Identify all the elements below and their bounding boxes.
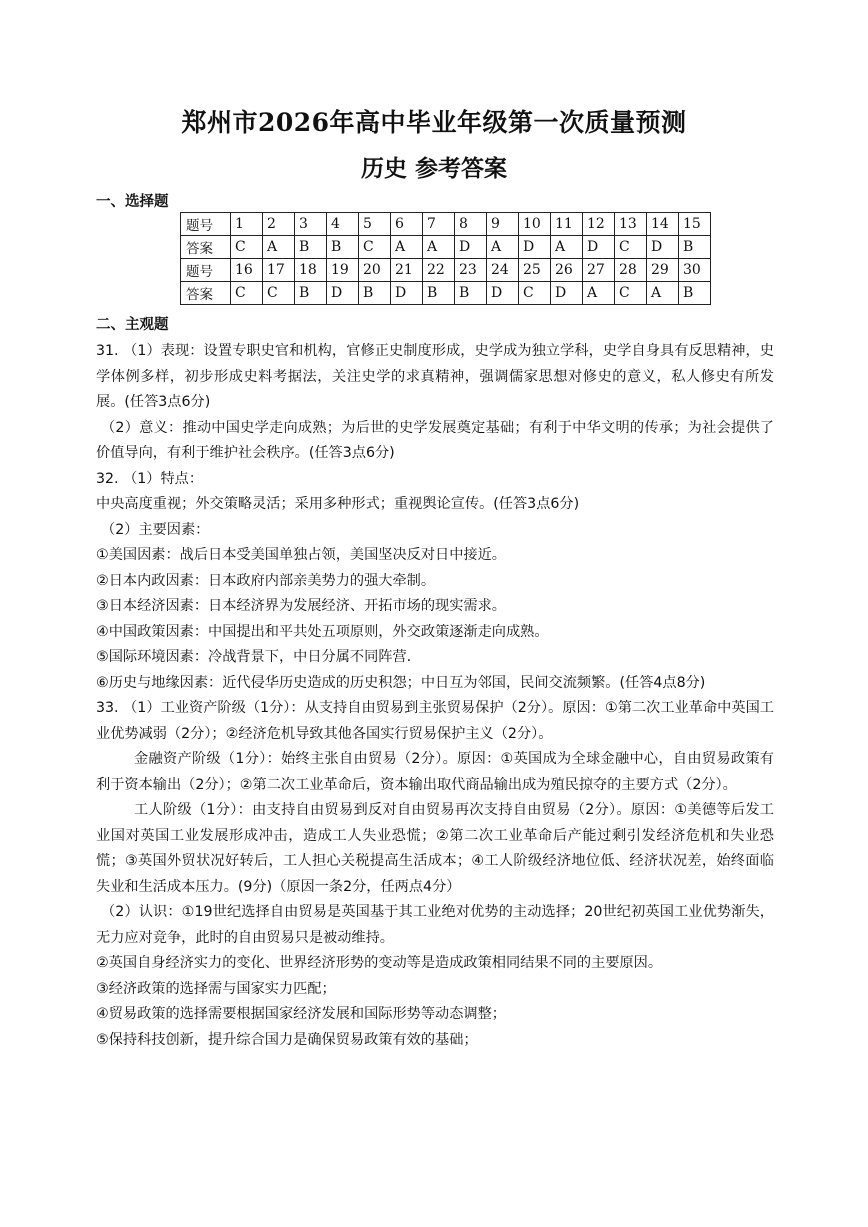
answer-cell: D (583, 236, 615, 259)
answer-paragraph: ③日本经济因素：日本经济界为发展经济、开拓市场的现实需求。 (96, 598, 506, 614)
answer-cell: B (295, 236, 327, 259)
question-row (181, 259, 711, 282)
question-number-cell: 14 (647, 213, 679, 236)
answer-row (181, 282, 711, 305)
answer-row-header: 答案 (181, 282, 231, 305)
question-row-header: 题号 (181, 259, 231, 282)
answer-cell: A (647, 282, 679, 305)
question-number-cell: 24 (487, 259, 519, 282)
answer-cell: D (327, 282, 359, 305)
answer-paragraph: ①美国因素：战后日本受美国单独占领，美国坚决反对日中接近。 (96, 547, 506, 563)
question-number-cell: 17 (263, 259, 295, 282)
answer-cell: C (231, 236, 263, 259)
question-number-cell: 27 (583, 259, 615, 282)
page-title: 郑州市2026年高中毕业年级第一次质量预测 (181, 108, 687, 137)
answer-paragraph: 工人阶级（1分）：由支持自由贸易到反对自由贸易再次支持自由贸易（2分）。原因：①美德等后发工业国对英国工业发展形成冲击，造成工人失业恐慌；②第二次工业革命后产能过剩引发经济危机和失业恐慌；③英国外贸状况好转后，工人担心关税提高生活成本；④工人阶级经济地位低、经济状况差，始终面临失业和生活成本压力。(9分)（原因一条2分，任两点4分） (96, 802, 774, 895)
answer-cell: C (615, 236, 647, 259)
answer-cell: D (487, 282, 519, 305)
answer-cell: B (327, 236, 359, 259)
answer-cell: B (455, 282, 487, 305)
question-number-cell: 5 (359, 213, 391, 236)
answer-cell: D (519, 236, 551, 259)
question-number-cell: 19 (327, 259, 359, 282)
question-number-cell: 6 (391, 213, 423, 236)
question-number-cell: 3 (295, 213, 327, 236)
answer-cell: C (359, 236, 391, 259)
answer-cell: B (295, 282, 327, 305)
question-number-cell: 7 (423, 213, 455, 236)
question-number-cell: 26 (551, 259, 583, 282)
answer-cell: C (615, 282, 647, 305)
answer-cell: B (679, 282, 711, 305)
answer-table (180, 212, 711, 305)
question-number-cell: 25 (519, 259, 551, 282)
answer-cell: B (359, 282, 391, 305)
answer-cell: A (391, 236, 423, 259)
section-heading-choice: 一、选择题 (96, 194, 169, 210)
question-number-cell: 23 (455, 259, 487, 282)
answer-cell: C (263, 282, 295, 305)
question-number-cell: 12 (583, 213, 615, 236)
question-number-cell: 2 (263, 213, 295, 236)
answer-paragraph: 32. （1）特点： (96, 470, 204, 487)
answer-paragraph: ②英国自身经济实力的变化、世界经济形势的变动等是造成政策相同结果不同的主要原因。 (96, 955, 663, 971)
answer-cell: B (423, 282, 455, 305)
answer-cell: D (647, 236, 679, 259)
question-number-cell: 9 (487, 213, 519, 236)
answer-paragraph: （2）认识：①19世纪选择自由贸易是英国基于其工业绝对优势的主动选择；20世纪初英国工业优势渐失，无力应对竞争，此时的自由贸易只是被动维持。 (96, 904, 774, 946)
section-heading-subjective: 二、主观题 (96, 317, 169, 333)
question-number-cell: 18 (295, 259, 327, 282)
answer-paragraph: 33. （1）工业资产阶级（1分）：从支持自由贸易到主张贸易保护（2分）。原因：①第二次工业革命中英国工业优势减弱（2分）；②经济危机导致其他各国实行贸易保护主义（2分）。 (96, 700, 774, 742)
answer-cell: C (519, 282, 551, 305)
answer-paragraph: 中央高度重视；外交策略灵活；采用多种形式；重视舆论宣传。(任答3点6分) (96, 496, 580, 512)
answer-paragraph: ⑤保持科技创新，提升综合国力是确保贸易政策有效的基础； (96, 1031, 478, 1048)
answer-paragraph: （2）意义：推动中国史学走向成熟；为后世的史学发展奠定基础；有利于中华文明的传承；为社会提供了价值导向，有利于维护社会秩序。(任答3点6分) (96, 419, 774, 461)
question-number-cell: 13 (615, 213, 647, 236)
question-number-cell: 28 (615, 259, 647, 282)
question-number-cell: 22 (423, 259, 455, 282)
answer-cell: A (487, 236, 519, 259)
question-row (181, 213, 711, 236)
question-number-cell: 29 (647, 259, 679, 282)
answer-row-header: 答案 (181, 236, 231, 259)
question-number-cell: 21 (391, 259, 423, 282)
answer-paragraph: ④贸易政策的选择需要根据国家经济发展和国际形势等动态调整； (96, 1006, 506, 1022)
answer-cell: C (231, 282, 263, 305)
question-number-cell: 8 (455, 213, 487, 236)
answer-paragraph: ②日本内政因素：日本政府内部亲美势力的强大牵制。 (96, 572, 436, 589)
answer-cell: B (679, 236, 711, 259)
question-number-cell: 11 (551, 213, 583, 236)
answer-cell: A (583, 282, 615, 305)
answer-paragraph: ⑥历史与地缘因素：近代侵华历史造成的历史积怨；中日互为邻国，民间交流频繁。(任答4点8分) (96, 674, 706, 691)
answer-cell: D (391, 282, 423, 305)
answers-body (96, 339, 774, 1053)
question-number-cell: 4 (327, 213, 359, 236)
answer-cell: A (551, 236, 583, 259)
answer-paragraph: 金融资产阶级（1分）：始终主张自由贸易（2分）。原因：①英国成为全球金融中心，自由贸易政策有利于资本输出（2分）；②第二次工业革命后，资本输出取代商品输出成为殖民掠夺的主要方式（2分）。 (96, 751, 774, 793)
page-subtitle: 历史 参考答案 (360, 155, 507, 182)
question-number-cell: 1 (231, 213, 263, 236)
answer-cell: D (551, 282, 583, 305)
question-number-cell: 16 (231, 259, 263, 282)
answer-cell: A (263, 236, 295, 259)
question-number-cell: 15 (679, 213, 711, 236)
answer-row (181, 236, 711, 259)
answer-paragraph: 31. （1）表现：设置专职史官和机构，官修正史制度形成，史学成为独立学科，史学自身具有反思精神，史学体例多样，初步形成史料考据法，关注史学的求真精神，强调儒家思想对修史的意义，私人修史有所发展。(任答3点6分) (96, 343, 774, 410)
answer-paragraph: （2）主要因素： (101, 521, 210, 538)
question-row-header: 题号 (181, 213, 231, 236)
question-number-cell: 30 (679, 259, 711, 282)
question-number-cell: 20 (359, 259, 391, 282)
answer-paragraph: ③经济政策的选择需与国家实力匹配； (96, 980, 336, 997)
answer-paragraph: ⑤国际环境因素：冷战背景下，中日分属不同阵营. (96, 649, 412, 665)
answer-cell: D (455, 236, 487, 259)
answer-cell: A (423, 236, 455, 259)
question-number-cell: 10 (519, 213, 551, 236)
answer-paragraph: ④中国政策因素：中国提出和平共处五项原则，外交政策逐渐走向成熟。 (96, 623, 549, 640)
